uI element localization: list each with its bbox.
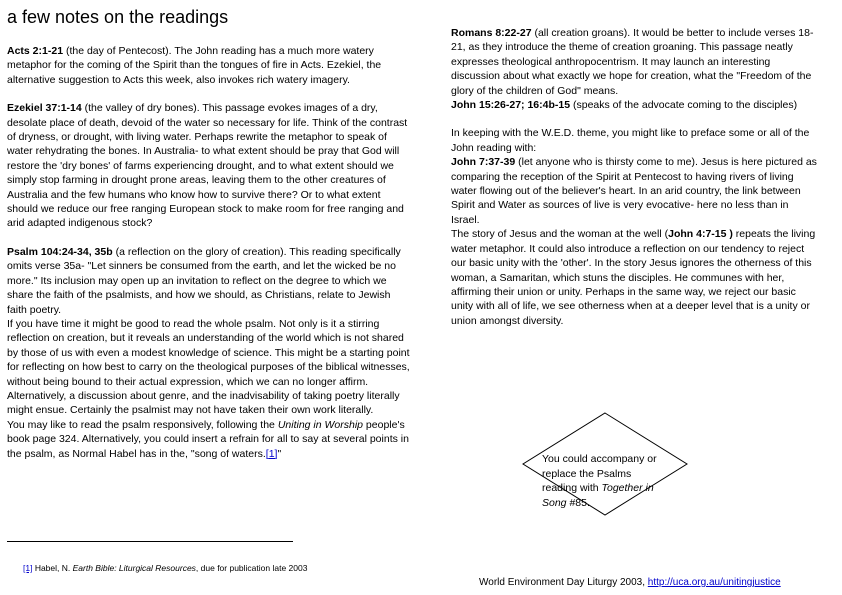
- footnote-divider: [7, 541, 293, 542]
- callout-box: [522, 412, 688, 516]
- romans-note: [451, 26, 819, 98]
- psalm-reference: Psalm 104:24-34, 35b: [7, 245, 113, 258]
- psalm-text: (a reflection on the glory of creation). This reading specifically omits verse 35a- "Let sinners be consumed from the earth, and let the wicked be no more." Its inclusion may open up an invitation to reflect on the degree to which we share the faith of the psalmists, and how we should, as Christians, relate to Jewish faith poetry.: [7, 245, 401, 316]
- footnote-text-a: Habel, N.: [32, 563, 73, 573]
- left-column: [7, 44, 413, 461]
- footnote-text-b: , due for publication late 2003: [195, 563, 308, 573]
- psalm-p3-closing-quote: ": [277, 447, 282, 460]
- woman-text-a: The story of Jesus and the woman at the well (: [451, 228, 669, 241]
- acts-note: [7, 44, 413, 87]
- footer-label: World Environment Day Liturgy 2003,: [479, 577, 648, 588]
- woman-at-well-note: [451, 227, 819, 328]
- acts-reference: Acts 2:1-21: [7, 45, 64, 57]
- uniting-in-worship-title: Uniting in Worship: [277, 418, 364, 431]
- footnote-link[interactable]: [1]: [265, 447, 278, 460]
- footer-link[interactable]: http://uca.org.au/unitingjustice: [647, 577, 781, 588]
- callout-text-b: #85.: [566, 496, 590, 509]
- page-title: a few notes on the readings: [7, 7, 229, 27]
- john7-text: (let anyone who is thirsty come to me). Jesus is here pictured as comparing the reception of the Spirit at Pentecost to having rivers of living water flowing out of the believer's heart. In an arid country, the link between Spirit and Water as sources of live is very evocative- here no less than in Israel.: [451, 156, 817, 226]
- john7-reference: John 7:37-39: [451, 156, 516, 169]
- psalm-note-paragraph-3: [7, 418, 413, 461]
- together-in-song-title: Together in Song: [542, 482, 654, 509]
- psalm-p3-text-b: people's book page 324. Alternatively, you could insert a refrain for all to say at several points in the psalm, as Normal Habel has in the, "song of waters.: [7, 418, 409, 460]
- john15-note: [451, 98, 819, 112]
- john15-reference: John 15:26-27; 16:4b-15: [451, 99, 571, 112]
- ezekiel-text: (the valley of dry bones). This passage evokes images of a dry, desolate place of death, devoid of the water so necessary for life. Think of the contrast of dryness, or drought, with living water. Perhaps rewrite the metaphor to speak of water rehydrating the bones. In Australia- to what extent should be pray that God will restore the 'dry bones' of farms experiencing drought, and to what extent should we simply stop farming in drought prone areas, leaving them to the other creatures of Australia and the few humans who know how to survive there? Or to what extent should we reduce our free ranging European stock to make room for free ranging and arid adapted indigenous stock?: [7, 102, 408, 230]
- wed-intro: In keeping with the W.E.D. theme, you might like to preface some or all of the John reading with:: [451, 127, 810, 154]
- john15-text: (speaks of the advocate coming to the disciples): [570, 99, 798, 112]
- footnote: [23, 563, 307, 574]
- psalm-note: [7, 245, 413, 317]
- john7-note: [451, 155, 819, 227]
- footnote-marker[interactable]: [1]: [23, 563, 33, 573]
- callout-text-a: You could accompany or replace the Psalms reading with: [542, 453, 657, 494]
- callout-text: [542, 452, 667, 510]
- john4-reference: John 4:7-15 ): [668, 228, 733, 241]
- footnote-book-title: Earth Bible: Liturgical Resources: [72, 563, 196, 573]
- ezekiel-note: [7, 101, 413, 231]
- right-column: [451, 26, 819, 328]
- romans-reference: Romans 8:22-27: [451, 27, 532, 39]
- ezekiel-reference: Ezekiel 37:1-14: [7, 102, 82, 115]
- psalm-p3-text-a: You may like to read the psalm responsively, following the: [7, 418, 278, 431]
- page-footer: [479, 577, 781, 589]
- acts-text: (the day of Pentecost). The John reading has a much more watery metaphor for the coming of the Spirit than the tongues of fire in Acts. Ezekiel, the alternative suggestion to Acts this week, also invokes rich watery imagery.: [7, 45, 382, 86]
- romans-text: (all creation groans). It would be better to include verses 18-21, as they introduce the theme of creation groaning. This passage neatly expresses theological anthropocentrism. It may launch an interesting discussion about what exactly we hope for creation, what the "Freedom of the glory of the children of God" means.: [451, 27, 814, 97]
- woman-text-b: repeats the living water metaphor. It could also introduce a reflection on our tendency to reject our basic unity with the 'other'. In the story Jesus ignores the otherness of this woman, a Samaritan, which stuns the disciples. He communes with her, affirming their union or unity. Perhaps in the same way, we reject our basic unity with all of life, we see otherness when at a deeper level that is a unity or union amongst diversity.: [451, 228, 816, 327]
- psalm-note-paragraph-2: If you have time it might be good to read the whole psalm. Not only is it a stirring reflection on creation, but it reveals an understanding of the world which is not shared by those of us with even a modest knowledge of science. This might be a starting point for reflecting on how best to carry on the theological purposes of the biblical witnesses, without being bound to their actual expression, which we can no longer affirm. Alternatively, a discussion about genre, and the inadvisability of taking poetry literally might ensue. Certainly the psalmist may not have taken their own work literally.: [7, 317, 410, 417]
